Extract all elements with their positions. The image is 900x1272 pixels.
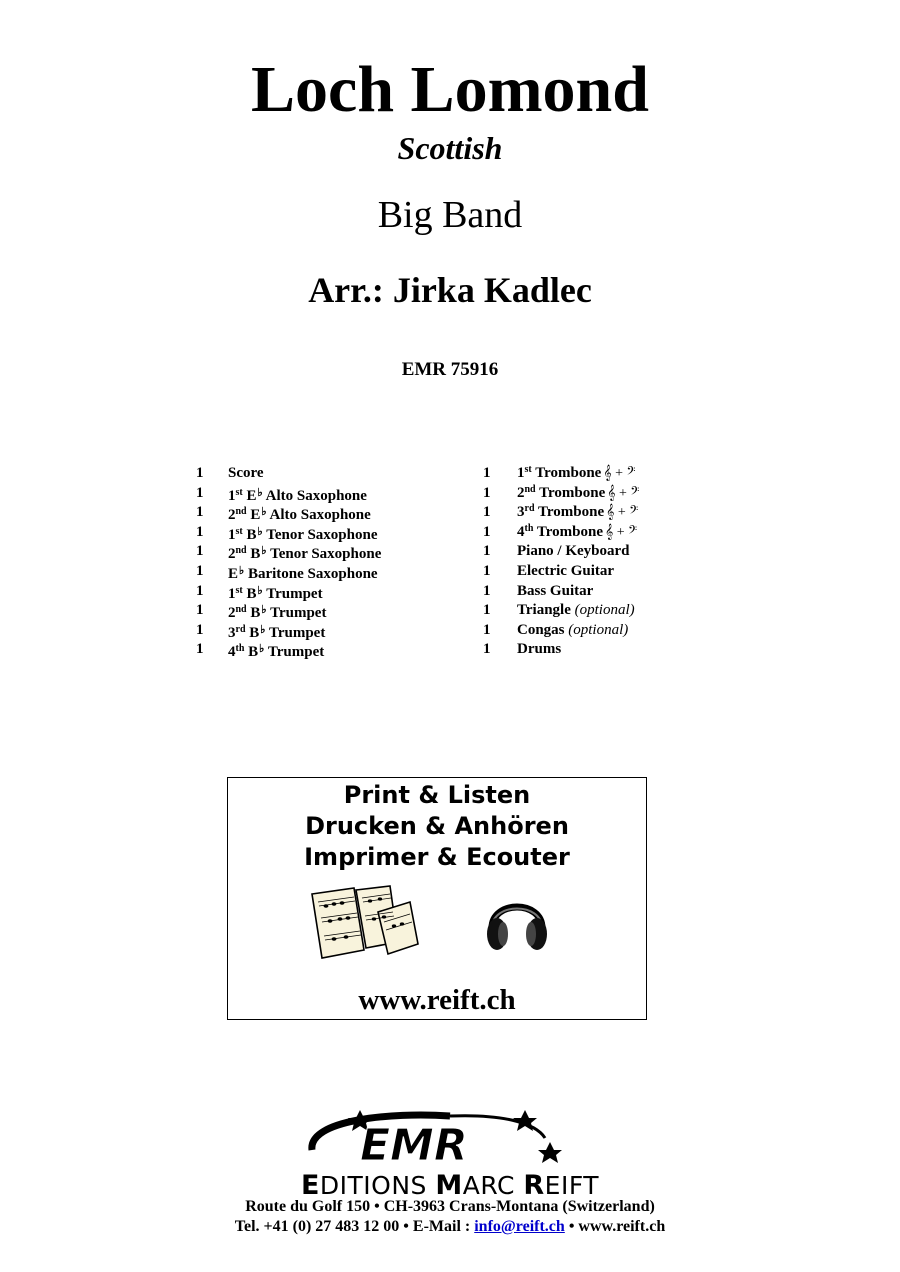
part-quantity: 1 [196, 641, 204, 658]
part-instrument: Baritone Saxophone [247, 565, 378, 582]
part-quantity: 1 [483, 562, 491, 579]
part-optional: (optional) [574, 602, 635, 619]
part-quantity: 1 [483, 582, 491, 599]
part-instrument: Bass Guitar [517, 582, 594, 599]
catalog-number: EMR 75916 [401, 359, 499, 380]
part-row [196, 621, 456, 641]
parts-list-right [483, 464, 723, 660]
part-row [483, 640, 723, 660]
part-quantity: 1 [483, 465, 491, 481]
part-name [517, 542, 630, 562]
part-quantity: 1 [483, 602, 491, 619]
sheet-music-icon [310, 884, 420, 960]
clef-icon: 𝄞 + 𝄢 [605, 524, 638, 540]
part-ordinal: nd [524, 483, 536, 495]
part-instrument: Tenor Saxophone [270, 546, 382, 563]
flat-icon: ♭ [257, 584, 263, 597]
part-row [483, 503, 723, 523]
flat-icon: ♭ [257, 525, 263, 538]
part-quantity: 1 [196, 484, 204, 501]
part-name [517, 621, 628, 641]
part-row [483, 542, 723, 562]
part-row [196, 523, 456, 543]
part-ordinal: st [235, 525, 243, 537]
part-instrument: Trumpet [267, 644, 325, 661]
print-listen-box[interactable] [227, 777, 647, 1020]
part-name [517, 523, 637, 543]
part-number: 1 [228, 526, 236, 543]
flat-icon: ♭ [239, 564, 245, 577]
part-row [483, 582, 723, 602]
part-ordinal: rd [235, 623, 246, 635]
publisher-name [0, 1172, 900, 1200]
publisher-initial: E [300, 1170, 320, 1201]
title: Loch Lomond [251, 53, 649, 126]
part-key: E [246, 487, 257, 504]
part-number: 4 [517, 523, 525, 540]
part-optional: (optional) [568, 621, 629, 638]
part-ordinal: th [524, 522, 534, 534]
part-number: 2 [228, 507, 236, 524]
contact-phone: Tel. +41 (0) 27 483 12 00 • E-Mail : [234, 1218, 475, 1235]
part-key: B [250, 605, 261, 622]
publisher-initial: R [523, 1170, 545, 1201]
part-quantity: 1 [196, 523, 204, 540]
part-row [196, 503, 456, 523]
publisher-word: ARC [462, 1171, 524, 1200]
part-ordinal: st [235, 486, 243, 498]
part-quantity: 1 [196, 465, 204, 481]
flat-icon: ♭ [261, 506, 267, 519]
part-quantity: 1 [483, 484, 491, 501]
part-ordinal: nd [235, 545, 247, 557]
part-ordinal: st [235, 584, 243, 596]
part-row [196, 484, 456, 504]
publisher-word: DITIONS [319, 1171, 436, 1200]
part-name [517, 601, 635, 621]
part-key: E [228, 565, 239, 582]
part-instrument: Electric Guitar [517, 562, 615, 579]
part-instrument: Trombone [537, 504, 605, 521]
part-key: B [248, 644, 259, 661]
part-instrument: Triangle [517, 602, 571, 619]
flat-icon: ♭ [259, 643, 265, 656]
part-ordinal: nd [235, 506, 247, 518]
part-instrument: Alto Saxophone [265, 487, 367, 504]
clef-icon: 𝄞 + 𝄢 [603, 466, 636, 481]
part-instrument: Congas [517, 621, 565, 638]
email-link[interactable]: info@reift.ch [474, 1218, 565, 1235]
part-instrument: Trumpet [266, 585, 323, 602]
part-number: 3 [517, 504, 525, 521]
part-ordinal: rd [524, 503, 535, 515]
promo-line-english: Print & Listen [343, 781, 531, 809]
part-quantity: 1 [483, 523, 491, 540]
flat-icon: ♭ [260, 623, 266, 636]
part-quantity: 1 [483, 543, 491, 560]
part-row [483, 621, 723, 641]
flat-icon: ♭ [261, 604, 267, 617]
publisher-word: EIFT [544, 1171, 600, 1200]
part-instrument: Tenor Saxophone [266, 526, 378, 543]
part-number: 2 [517, 484, 525, 501]
part-ordinal: st [524, 464, 532, 475]
headphones-icon [486, 888, 548, 954]
part-number: 2 [228, 605, 236, 622]
part-row [196, 640, 456, 660]
flat-icon: ♭ [261, 545, 267, 558]
part-name [517, 484, 639, 504]
part-instrument: Drums [517, 641, 562, 658]
part-quantity: 1 [196, 562, 204, 579]
publisher-address: Route du Golf 150 • CH-3963 Crans-Montana (Switzerland) [245, 1198, 655, 1215]
part-key: B [249, 624, 260, 641]
part-name [228, 464, 264, 484]
part-key: B [250, 546, 261, 563]
part-row [483, 484, 723, 504]
part-instrument: Trombone [539, 484, 606, 501]
part-key: E [250, 507, 261, 524]
parts-list-left [196, 464, 456, 660]
part-number: 1 [517, 465, 525, 481]
ensemble: Big Band [377, 194, 523, 236]
part-number: 2 [228, 546, 236, 563]
contact-website[interactable]: • www.reift.ch [564, 1218, 666, 1235]
part-key: B [246, 526, 257, 543]
part-row [483, 562, 723, 582]
part-instrument: Piano / Keyboard [517, 543, 630, 560]
part-quantity: 1 [196, 504, 204, 521]
part-row [483, 601, 723, 621]
part-quantity: 1 [483, 641, 491, 658]
part-name [517, 464, 636, 484]
part-row [196, 562, 456, 582]
emr-logo [300, 1108, 600, 1170]
part-quantity: 1 [196, 602, 204, 619]
part-quantity: 1 [483, 621, 491, 638]
part-number: 3 [228, 624, 236, 641]
part-row [196, 542, 456, 562]
part-name [517, 562, 614, 582]
arranger: Arr.: Jirka Kadlec [308, 270, 592, 310]
part-ordinal: nd [235, 604, 247, 616]
part-number: 1 [228, 487, 236, 504]
part-quantity: 1 [196, 582, 204, 599]
promo-url[interactable]: www.reift.ch [358, 984, 516, 1016]
part-number: 4 [228, 644, 236, 661]
part-name [517, 582, 593, 602]
part-name [517, 503, 638, 523]
logo-text: EMR [360, 1120, 468, 1170]
part-key: B [246, 585, 257, 602]
clef-icon: 𝄞 + 𝄢 [607, 485, 640, 501]
part-instrument: Trumpet [270, 605, 327, 622]
promo-line-french: Imprimer & Ecouter [304, 843, 570, 871]
part-row [196, 582, 456, 602]
part-number: 1 [228, 585, 236, 602]
part-instrument: Score [228, 465, 264, 481]
part-row [483, 523, 723, 543]
part-name [517, 640, 561, 660]
part-row [196, 601, 456, 621]
part-instrument: Alto Saxophone [269, 507, 371, 524]
part-row [483, 464, 723, 484]
clef-icon: 𝄞 + 𝄢 [606, 505, 639, 521]
part-quantity: 1 [196, 543, 204, 560]
part-quantity: 1 [483, 504, 491, 521]
part-row [196, 464, 456, 484]
part-instrument: Trombone [535, 465, 602, 481]
part-instrument: Trumpet [268, 624, 326, 641]
part-name [228, 640, 324, 663]
publisher-contact [0, 1217, 900, 1237]
part-quantity: 1 [196, 621, 204, 638]
promo-line-german: Drucken & Anhören [305, 812, 569, 840]
flat-icon: ♭ [257, 486, 263, 499]
part-instrument: Trombone [536, 523, 604, 540]
publisher-initial: M [435, 1170, 463, 1201]
subtitle: Scottish [397, 130, 503, 166]
part-ordinal: th [235, 643, 245, 655]
